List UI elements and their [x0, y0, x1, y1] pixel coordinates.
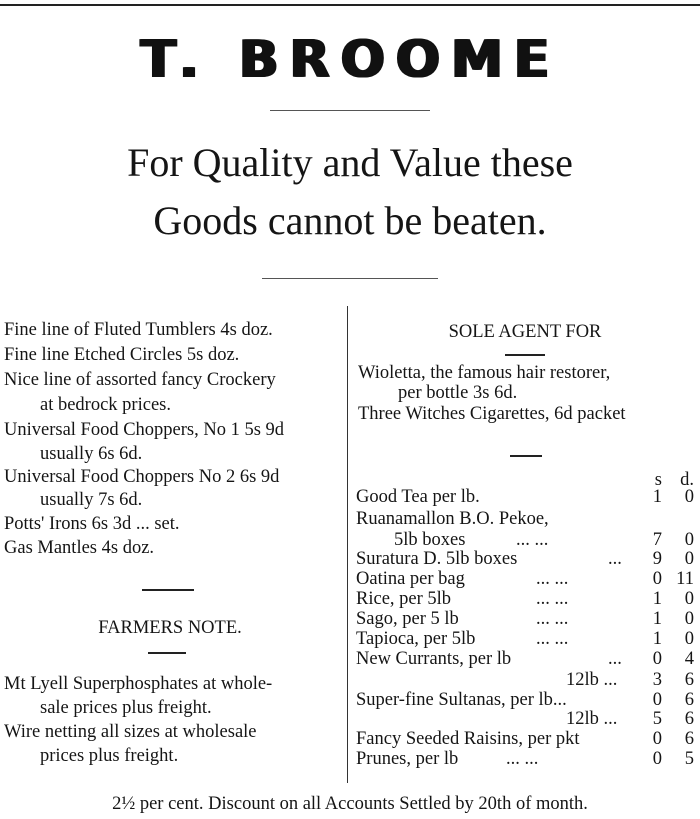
list-item: Universal Food Choppers, No 1 5s 9d	[4, 420, 285, 440]
list-item: Gas Mantles 4s doz.	[4, 538, 155, 558]
price-item-name: Super-fine Sultanas, per lb...	[356, 690, 567, 710]
leader-dots: ...	[608, 649, 622, 669]
list-item: Mt Lyell Superphosphates at whole-	[4, 674, 273, 694]
farmers-note-title: FARMERS NOTE.	[98, 618, 242, 638]
price-item-name: Rice, per 5lb	[356, 589, 452, 609]
price-item-name: Ruanamallon B.O. Pekoe,	[356, 509, 549, 529]
price-shillings: 3	[652, 670, 662, 690]
price-pence: 5	[684, 749, 694, 769]
price-shillings: 1	[652, 629, 662, 649]
price-pence: 0	[684, 487, 694, 507]
list-item: Universal Food Choppers No 2 6s 9d	[4, 467, 280, 487]
list-item: at bedrock prices.	[40, 395, 171, 415]
price-shillings: 0	[652, 690, 662, 710]
agent-line: Wioletta, the famous hair restorer,	[358, 363, 611, 383]
list-item: Wire netting all sizes at wholesale	[4, 722, 257, 742]
price-item-name: Sago, per 5 lb	[356, 609, 459, 629]
column-divider	[347, 306, 348, 783]
price-shillings: 0	[652, 749, 662, 769]
list-item: Nice line of assorted fancy Crockery	[4, 370, 276, 390]
tagline-divider	[262, 278, 438, 279]
price-pence: 0	[684, 609, 694, 629]
price-pence: 6	[684, 729, 694, 749]
price-pence: 4	[684, 649, 694, 669]
price-item-name: Fancy Seeded Raisins, per pkt	[356, 729, 580, 749]
leader-dots: ... ...	[536, 609, 569, 629]
tagline-line-1: For Quality and Value these	[127, 140, 573, 185]
leader-dots: ...	[608, 549, 622, 569]
list-item: prices plus freight.	[40, 746, 179, 766]
price-item-name: 12lb ...	[566, 709, 618, 729]
price-shillings: 0	[652, 729, 662, 749]
price-item-name: 12lb ...	[566, 670, 618, 690]
top-border-rule	[0, 4, 700, 6]
list-item: sale prices plus freight.	[40, 698, 212, 718]
list-item: Fine line Etched Circles 5s doz.	[4, 345, 240, 365]
price-pence: 6	[684, 690, 694, 710]
price-shillings: 1	[652, 487, 662, 507]
leader-dots: ... ...	[516, 530, 549, 550]
price-item-name: New Currants, per lb	[356, 649, 512, 669]
agent-line: per bottle 3s 6d.	[398, 383, 518, 403]
price-item-name: Prunes, per lb	[356, 749, 459, 769]
leader-dots: ... ...	[506, 749, 539, 769]
price-item-name: Suratura D. 5lb boxes	[356, 549, 518, 569]
section-dash	[510, 455, 542, 457]
price-shillings: 0	[652, 649, 662, 669]
leader-dots: ... ...	[536, 569, 569, 589]
price-pence: 0	[684, 530, 694, 550]
list-item: usually 7s 6d.	[40, 490, 143, 510]
list-item: usually 6s 6d.	[40, 444, 143, 464]
list-item: Fine line of Fluted Tumblers 4s doz.	[4, 320, 273, 340]
heading-divider	[270, 110, 430, 111]
advertiser-heading: T. BROOME	[140, 30, 560, 90]
section-dash	[148, 652, 186, 654]
leader-dots: ... ...	[536, 589, 569, 609]
section-dash	[505, 354, 545, 356]
discount-footer: 2½ per cent. Discount on all Accounts Settled by 20th of month.	[112, 794, 588, 814]
price-pence: 0	[684, 589, 694, 609]
price-shillings: 1	[652, 609, 662, 629]
list-item: Potts' Irons 6s 3d ... set.	[4, 514, 180, 534]
agent-line: Three Witches Cigarettes, 6d packet	[358, 404, 626, 424]
price-shillings: 7	[652, 530, 662, 550]
price-pence: 11	[676, 569, 694, 589]
price-pence: 0	[684, 549, 694, 569]
price-item-name: Good Tea per lb.	[356, 487, 480, 507]
price-shillings: 1	[652, 589, 662, 609]
price-shillings: 5	[652, 709, 662, 729]
price-pence: 6	[684, 670, 694, 690]
price-item-name: Oatina per bag	[356, 569, 465, 589]
shillings-header: s	[654, 470, 662, 490]
tagline-line-2: Goods cannot be beaten.	[153, 198, 547, 243]
section-dash	[142, 589, 194, 591]
price-pence: 0	[684, 629, 694, 649]
price-item-name: 5lb boxes	[394, 530, 466, 550]
price-item-name: Tapioca, per 5lb	[356, 629, 476, 649]
price-pence: 6	[684, 709, 694, 729]
leader-dots: ... ...	[536, 629, 569, 649]
price-shillings: 0	[652, 569, 662, 589]
price-shillings: 9	[652, 549, 662, 569]
pence-header: d.	[680, 470, 694, 490]
sole-agent-title: SOLE AGENT FOR	[448, 322, 602, 342]
